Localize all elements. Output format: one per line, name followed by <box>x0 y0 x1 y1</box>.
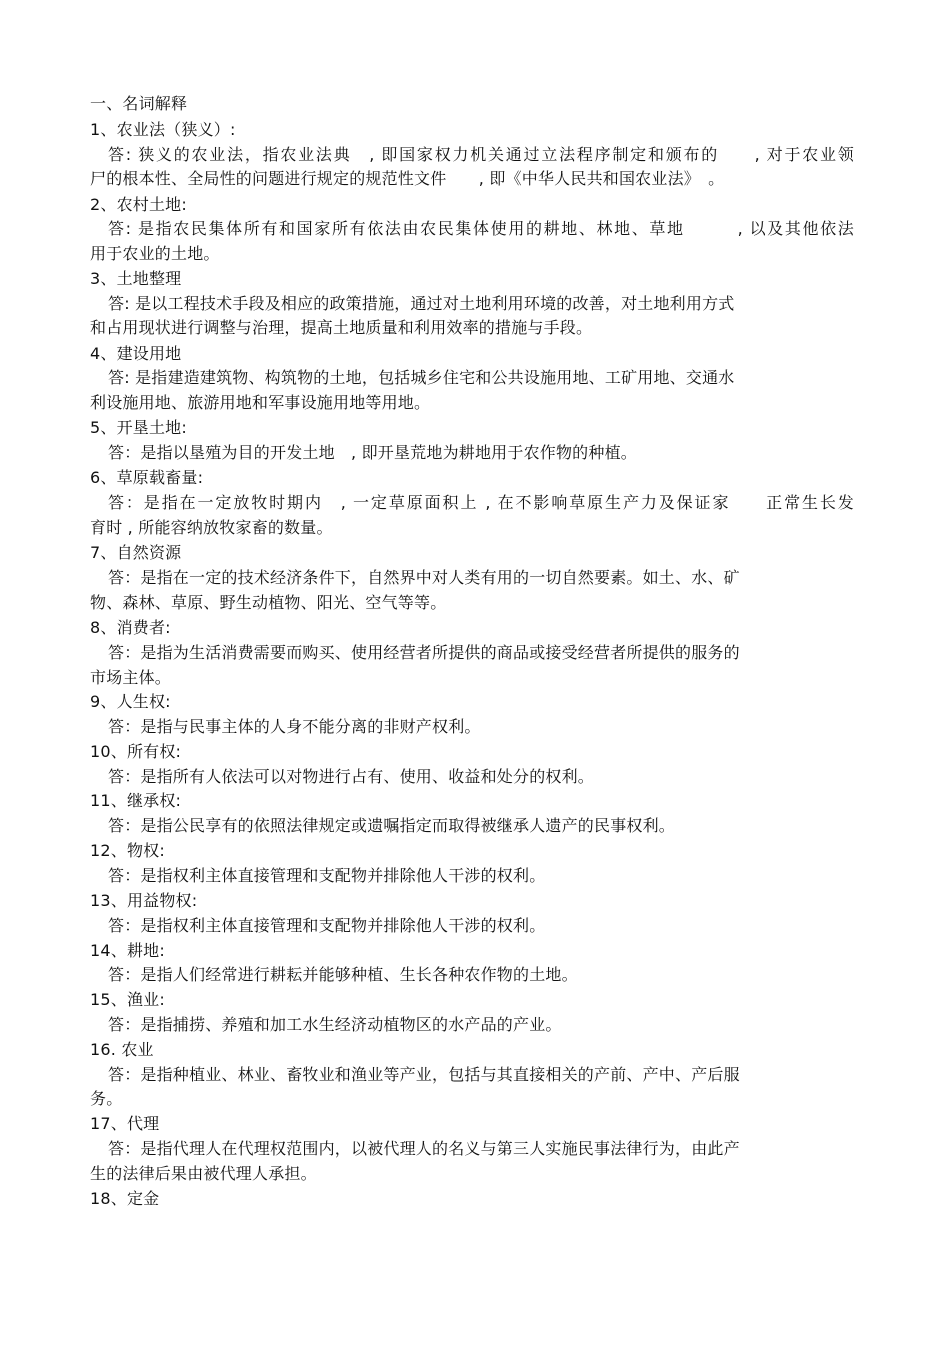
term-title: 7、自然资源 <box>90 543 182 562</box>
term-title: 15、渔业: <box>90 990 165 1009</box>
term-title: 11、继承权: <box>90 791 182 810</box>
term-title: 2、农村土地: <box>90 195 187 214</box>
answer-text: 利设施用地、旅游用地和军事设施用地等用地。 <box>90 393 431 412</box>
answer-text: 答：是指代理人在代理权范围内，以被代理人的名义与第三人实施民事法律行为，由此产 <box>108 1139 740 1158</box>
term-title: 16. 农业 <box>90 1040 154 1059</box>
term-title: 8、消费者: <box>90 618 171 637</box>
answer-text: 答：是指所有人依法可以对物进行占有、使用、收益和处分的权利。 <box>108 767 595 786</box>
term-title: 18、定金 <box>90 1189 160 1208</box>
answer-text: 尸的根本性、全局性的问题进行规定的规范性文件 , 即《中华人民共和国农业法》 。 <box>90 169 725 188</box>
answer-text: 答: 是指建造建筑物、构筑物的土地，包括城乡住宅和公共设施用地、工矿用地、交通水 <box>108 368 735 387</box>
term-title: 10、所有权: <box>90 742 182 761</box>
term-title: 6、草原载畜量: <box>90 468 204 487</box>
answer-text: 答：是指权利主体直接管理和支配物并排除他人干涉的权利。 <box>108 866 546 885</box>
answer-text: 答：是指与民事主体的人身不能分离的非财产权利。 <box>108 717 481 736</box>
term-title: 3、土地整理 <box>90 269 182 288</box>
answer-text: 答：是指在一定放牧时期内 , 一定草原面积上 , 在不影响草原生产力及保证家 正常生长发 <box>108 493 854 512</box>
section-title: 一、名词解释 <box>90 94 188 113</box>
answer-text: 育时 , 所能容纳放牧家畜的数量。 <box>90 518 333 537</box>
term-title: 1、农业法（狭义）: <box>90 120 236 139</box>
answer-text: 答：是指在一定的技术经济条件下，自然界中对人类有用的一切自然要素。如土、水、矿 <box>108 568 740 587</box>
answer-text: 生的法律后果由被代理人承担。 <box>90 1164 317 1183</box>
term-title: 17、代理 <box>90 1114 160 1133</box>
term-title: 12、物权: <box>90 841 165 860</box>
answer-text: 答：是指公民享有的依照法律规定或遗嘱指定而取得被继承人遗产的民事权利。 <box>108 816 676 835</box>
answer-text: 答：是指人们经常进行耕耘并能够种植、生长各种农作物的土地。 <box>108 965 578 984</box>
answer-text: 答: 是指农民集体所有和国家所有依法由农民集体使用的耕地、林地、草地 , 以及其他依法 <box>108 219 854 238</box>
term-title: 9、人生权: <box>90 692 171 711</box>
answer-text: 物、森林、草原、野生动植物、阳光、空气等等。 <box>90 593 447 612</box>
answer-text: 答：是指种植业、林业、畜牧业和渔业等产业，包括与其直接相关的产前、产中、产后服 <box>108 1065 740 1084</box>
answer-text: 答：是指捕捞、养殖和加工水生经济动植物区的水产品的产业。 <box>108 1015 562 1034</box>
term-title: 13、用益物权: <box>90 891 198 910</box>
answer-text: 答：是指以垦殖为目的开发土地 , 即开垦荒地为耕地用于农作物的种植。 <box>108 443 637 462</box>
term-title: 14、耕地: <box>90 941 165 960</box>
term-title: 5、开垦土地: <box>90 418 187 437</box>
answer-text: 答: 狭义的农业法，指农业法典 , 即国家权力机关通过立法程序制定和颁布的 , 对于农业领 <box>108 145 854 164</box>
answer-text: 和占用现状进行调整与治理，提高土地质量和利用效率的措施与手段。 <box>90 318 593 337</box>
answer-text: 市场主体。 <box>90 668 172 687</box>
answer-text: 务。 <box>90 1089 123 1108</box>
answer-text: 答：是指为生活消费需要而购买、使用经营者所提供的商品或接受经营者所提供的服务的 <box>108 643 740 662</box>
answer-text: 用于农业的土地。 <box>90 244 220 263</box>
answer-text: 答：是指权利主体直接管理和支配物并排除他人干涉的权利。 <box>108 916 546 935</box>
answer-text: 答: 是以工程技术手段及相应的政策措施，通过对土地利用环境的改善，对土地利用方式 <box>108 294 735 313</box>
term-title: 4、建设用地 <box>90 344 182 363</box>
